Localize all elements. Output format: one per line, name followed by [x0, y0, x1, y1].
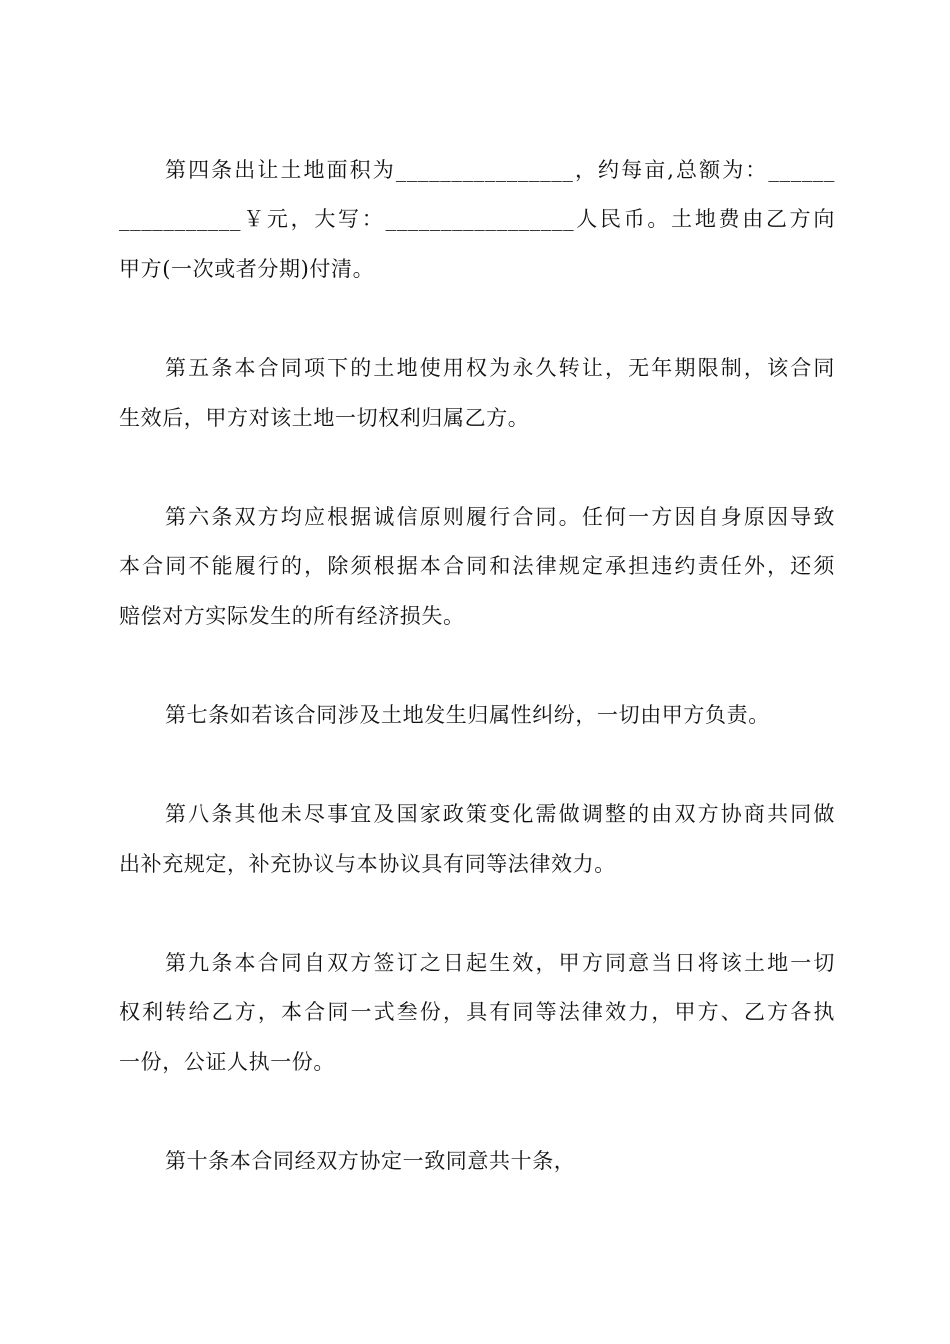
article-4-line-3: 甲方(一次或者分期)付清。 [119, 257, 375, 281]
article-4-line-2: ___________￥元，大写：_________________人民币。土地费由乙方向 [119, 207, 835, 231]
article-5-line-1: 第五条本合同项下的土地使用权为永久转让，无年期限制，该合同 [165, 356, 835, 380]
article-9-line-2: 权利转给乙方，本合同一式叁份，具有同等法律效力，甲方、乙方各执 [119, 1000, 835, 1024]
article-5-line-2: 生效后，甲方对该土地一切权利归属乙方。 [119, 406, 530, 430]
article-8-line-1: 第八条其他未尽事宜及国家政策变化需做调整的由双方协商共同做 [165, 802, 835, 826]
article-7-line-1: 第七条如若该合同涉及土地发生归属性纠纷，一切由甲方负责。 [165, 703, 770, 727]
article-9-line-3: 一份，公证人执一份。 [119, 1050, 335, 1074]
article-9-line-1: 第九条本合同自双方签订之日起生效，甲方同意当日将该土地一切 [165, 951, 835, 975]
article-6-line-1: 第六条双方均应根据诚信原则履行合同。任何一方因自身原因导致 [165, 505, 835, 529]
article-10-line-1: 第十条本合同经双方协定一致同意共十条， [165, 1149, 576, 1173]
article-6-line-3: 赔偿对方实际发生的所有经济损失。 [119, 604, 465, 628]
article-6-line-2: 本合同不能履行的，除须根据本合同和法律规定承担违约责任外，还须 [119, 554, 835, 578]
article-8-line-2: 出补充规定，补充协议与本协议具有同等法律效力。 [119, 852, 616, 876]
article-4-line-1: 第四条出让土地面积为________________，约每亩,总额为：______ [165, 158, 835, 182]
